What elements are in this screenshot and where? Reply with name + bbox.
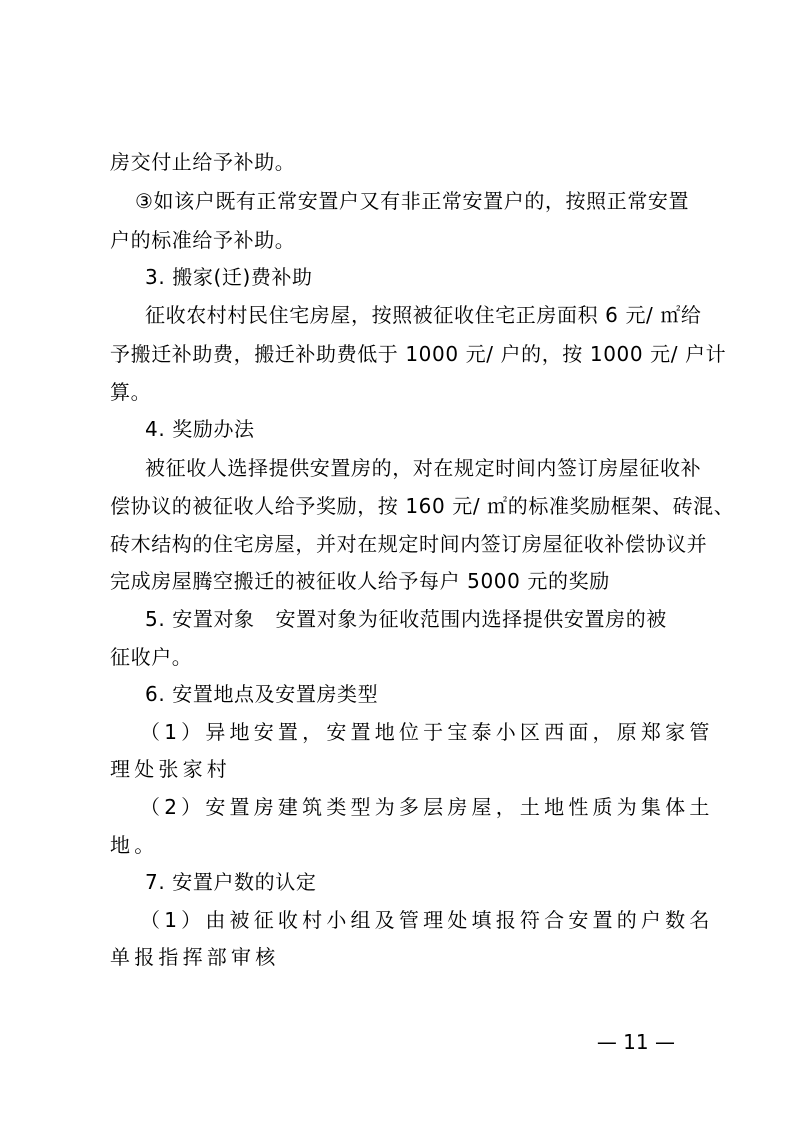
section-heading: 4. 奖励办法 <box>145 417 255 441</box>
text-line: （2）安置房建筑类型为多层房屋，土地性质为集体土 <box>140 795 714 819</box>
text-line: 征收农村村民住宅房屋，按照被征收住宅正房面积 6 元/ ㎡给 <box>145 303 702 327</box>
text-line: ③如该户既有正常安置户又有非正常安置户的，按照正常安置 <box>135 189 690 213</box>
text-line: 予搬迁补助费，搬迁补助费低于 1000 元/ 户的，按 1000 元/ 户计 <box>110 342 727 366</box>
text-line: 算。 <box>110 380 152 404</box>
text-line: 单报指挥部审核 <box>110 945 280 969</box>
text-line: 户的标准给予补助。 <box>110 228 296 252</box>
text-line: 征收户。 <box>110 645 193 669</box>
section-heading: 7. 安置户数的认定 <box>145 870 317 894</box>
text-line: 偿协议的被征收人给予奖励，按 160 元/ ㎡的标准奖励框架、砖混、 <box>110 494 735 518</box>
text-line: 理处张家村 <box>110 757 231 781</box>
section-heading: 5. 安置对象 安置对象为征收范围内选择提供安置房的被 <box>145 607 667 631</box>
section-heading: 6. 安置地点及安置房类型 <box>145 682 379 706</box>
text-line: 被征收人选择提供安置房的，对在规定时间内签订房屋征收补 <box>145 456 702 480</box>
text-line: 地。 <box>110 833 159 857</box>
text-line: （1）异地安置，安置地位于宝泰小区西面，原郑家管 <box>140 720 714 744</box>
section-heading: 3. 搬家(迁)费补助 <box>145 265 313 289</box>
text-line: 房交付止给予补助。 <box>110 150 296 174</box>
text-line: 砖木结构的住宅房屋，并对在规定时间内签订房屋征收补偿协议并 <box>110 532 708 556</box>
text-line: （1）由被征收村小组及管理处填报符合安置的户数名 <box>140 908 714 932</box>
page-number: — 11 — <box>596 1030 675 1054</box>
text-line: 完成房屋腾空搬迁的被征收人给予每户 5000 元的奖励 <box>110 569 610 593</box>
